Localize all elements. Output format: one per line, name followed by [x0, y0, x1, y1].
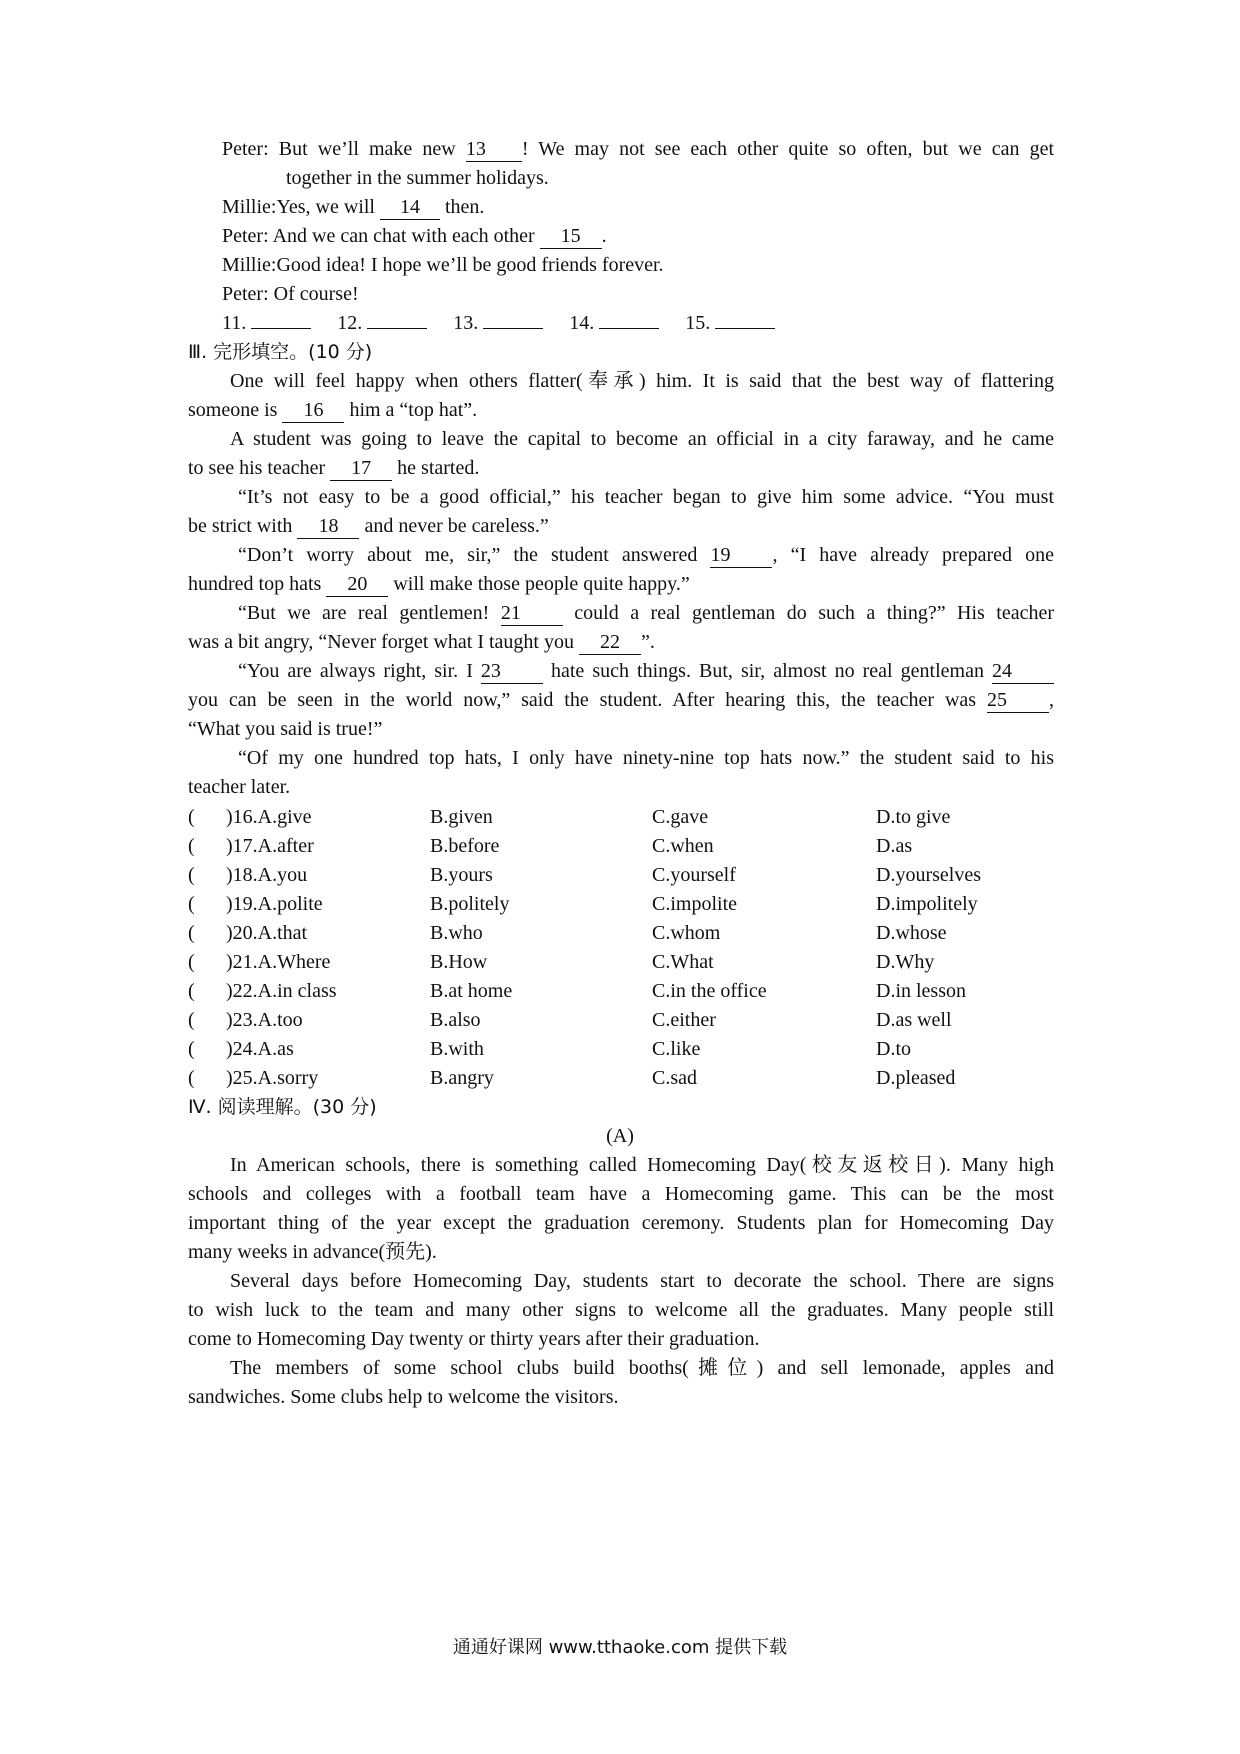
passage-line: In American schools, there is something called Homecoming Day(校友返校日). Many high — [230, 1154, 1054, 1176]
passage-text: he started. — [397, 457, 480, 479]
blank-number: 22 — [579, 630, 641, 655]
option-a: )23.A.too — [226, 1009, 303, 1031]
option-c: C.sad — [652, 1067, 697, 1089]
passage-text: someone is — [188, 399, 278, 421]
answer-field[interactable] — [715, 328, 775, 329]
option-d: D.whose — [876, 922, 947, 944]
answer-paren[interactable]: ( — [188, 864, 195, 886]
option-d: D.yourselves — [876, 864, 981, 886]
passage-text: “Of my one hundred top hats, I only have ninety-nine top hats now.” the student said to his — [238, 747, 1054, 769]
answer-field[interactable] — [367, 328, 427, 329]
passage-text: hate such things. But, sir, almost no real gentleman — [550, 660, 984, 682]
option-b: B.politely — [430, 893, 510, 915]
passage-line — [188, 771, 1054, 804]
blank-number: 17 — [330, 456, 392, 481]
dialogue-text: then. — [445, 196, 485, 218]
option-a: )18.A.you — [226, 864, 308, 886]
speaker-label: Peter: — [222, 225, 269, 247]
dialogue-text: Good idea! I hope we’ll be good friends forever. — [276, 254, 664, 276]
option-c: C.impolite — [652, 893, 737, 915]
blank-number: 16 — [282, 398, 344, 423]
passage-line: many weeks in advance(预先). — [188, 1241, 437, 1263]
speaker-label: Millie: — [222, 196, 277, 218]
passage-line: sandwiches. Some clubs help to welcome the visitors. — [188, 1386, 619, 1408]
answer-number: 12. — [337, 312, 363, 334]
option-b: B.who — [430, 922, 483, 944]
option-a: )21.A.Where — [226, 951, 331, 973]
passage-text: One will feel happy when others flatter(奉承) him. It is said that the best way of flattering — [230, 370, 1054, 392]
option-d: D.in lesson — [876, 980, 966, 1002]
passage-text: could a real gentleman do such a thing?” His teacher — [574, 602, 1055, 624]
answer-paren[interactable]: ( — [188, 806, 195, 828]
dialogue-text: Yes, we will — [276, 196, 375, 218]
blank-number: 21 — [501, 601, 563, 626]
passage-text: you can be seen in the world now,” said the student. After hearing this, the teacher was — [188, 689, 977, 711]
option-b: B.before — [430, 835, 500, 857]
answer-paren[interactable]: ( — [188, 1009, 195, 1031]
passage-text: ”. — [641, 631, 655, 653]
option-b: B.at home — [430, 980, 513, 1002]
answer-number: 13. — [453, 312, 479, 334]
option-d: D.impolitely — [876, 893, 978, 915]
blank-number: 19 — [710, 543, 772, 568]
option-a: )19.A.polite — [226, 893, 323, 915]
dialogue-text: together in the summer holidays. — [286, 167, 549, 189]
answer-paren[interactable]: ( — [188, 951, 195, 973]
option-a: )24.A.as — [226, 1038, 294, 1060]
passage-text: “Don’t worry about me, sir,” the student answered — [238, 544, 698, 566]
passage-text: “But we are real gentlemen! — [238, 602, 490, 624]
option-a: )22.A.in class — [226, 980, 337, 1002]
passage-label: (A) — [606, 1125, 634, 1147]
option-b: B.yours — [430, 864, 493, 886]
option-d: D.as — [876, 835, 913, 857]
dialogue-text: And we can chat with each other — [272, 225, 535, 247]
answer-number: 15. — [685, 312, 711, 334]
option-c: C.yourself — [652, 864, 736, 886]
option-a: )20.A.that — [226, 922, 308, 944]
passage-text: “You are always right, sir. I — [238, 660, 473, 682]
option-d: D.as well — [876, 1009, 952, 1031]
answer-number: 14. — [569, 312, 595, 334]
answer-paren[interactable]: ( — [188, 980, 195, 1002]
answer-paren[interactable]: ( — [188, 835, 195, 857]
option-a: )16.A.give — [226, 806, 312, 828]
option-b: B.also — [430, 1009, 481, 1031]
passage-text: , — [1049, 689, 1054, 711]
section-4-title: Ⅳ. 阅读理解。(30 分) — [188, 1096, 377, 1118]
speaker-label: Millie: — [222, 254, 277, 276]
option-c: C.What — [652, 951, 714, 973]
option-c: C.whom — [652, 922, 721, 944]
blank-number: 14 — [380, 195, 440, 220]
passage-text: hundred top hats — [188, 573, 322, 595]
passage-line: come to Homecoming Day twenty or thirty years after their graduation. — [188, 1328, 760, 1350]
answer-paren[interactable]: ( — [188, 893, 195, 915]
option-d: D.to — [876, 1038, 911, 1060]
passage-text: , “I have already prepared one — [772, 544, 1054, 566]
section-3-title: Ⅲ. 完形填空。(10 分) — [188, 341, 373, 363]
answer-field[interactable] — [483, 328, 543, 329]
page-footer: 通通好课网 www.tthaoke.com 提供下载 — [452, 1637, 788, 1658]
blank-number: 23 — [481, 659, 543, 684]
blank-number: 20 — [326, 572, 388, 597]
answer-field[interactable] — [251, 328, 311, 329]
passage-text: to see his teacher — [188, 457, 326, 479]
option-b: B.with — [430, 1038, 484, 1060]
option-a: )25.A.sorry — [226, 1067, 319, 1089]
passage-text: will make those people quite happy.” — [393, 573, 690, 595]
dialogue-text: ! We may not see each other quite so often, but we can get — [521, 138, 1055, 160]
speaker-label: Peter: — [222, 138, 269, 160]
dialogue-text: Of course! — [273, 283, 359, 305]
passage-text: him a “top hat”. — [349, 399, 478, 421]
blank-number: 24 — [992, 659, 1054, 684]
passage-line: The members of some school clubs build booths(摊位) and sell lemonade, apples and — [230, 1357, 1054, 1379]
passage-text: be strict with — [188, 515, 293, 537]
passage-text: “What you said is true!” — [188, 718, 383, 740]
passage-text: teacher later. — [188, 776, 291, 798]
passage-text: was a bit angry, “Never forget what I taught you — [188, 631, 574, 653]
option-c: C.in the office — [652, 980, 767, 1002]
option-d: D.pleased — [876, 1067, 956, 1089]
answer-field[interactable] — [599, 328, 659, 329]
option-d: D.Why — [876, 951, 935, 973]
passage-text: “It’s not easy to be a good official,” his teacher began to give him some advice. “You must — [238, 486, 1054, 508]
answer-paren[interactable]: ( — [188, 1067, 195, 1089]
option-b: B.How — [430, 951, 488, 973]
blank-number: 25 — [987, 688, 1049, 713]
passage-line: to wish luck to the team and many other signs to welcome all the graduates. Many people still — [188, 1299, 1054, 1321]
answer-paren[interactable]: ( — [188, 1038, 195, 1060]
blank-number: 18 — [297, 514, 359, 539]
option-c: C.either — [652, 1009, 716, 1031]
answer-number: 11. — [222, 312, 247, 334]
passage-line: important thing of the year except the graduation ceremony. Students plan for Homecoming Day — [188, 1212, 1054, 1234]
option-b: B.given — [430, 806, 493, 828]
answer-paren[interactable]: ( — [188, 922, 195, 944]
option-c: C.when — [652, 835, 714, 857]
option-c: C.gave — [652, 806, 709, 828]
passage-line: Several days before Homecoming Day, students start to decorate the school. There are signs — [230, 1270, 1054, 1292]
option-a: )17.A.after — [226, 835, 314, 857]
blank-number: 15 — [540, 224, 602, 249]
option-b: B.angry — [430, 1067, 494, 1089]
passage-line: schools and colleges with a football team have a Homecoming game. This can be the most — [188, 1183, 1054, 1205]
option-d: D.to give — [876, 806, 951, 828]
passage-text: A student was going to leave the capital to become an official in a city faraway, and he came — [230, 428, 1054, 450]
blank-number: 13 — [466, 137, 522, 162]
dialogue-text: . — [601, 225, 607, 247]
dialogue-text: But we’ll make new — [278, 138, 456, 160]
speaker-label: Peter: — [222, 283, 269, 305]
passage-text: and never be careless.” — [364, 515, 549, 537]
option-c: C.like — [652, 1038, 701, 1060]
